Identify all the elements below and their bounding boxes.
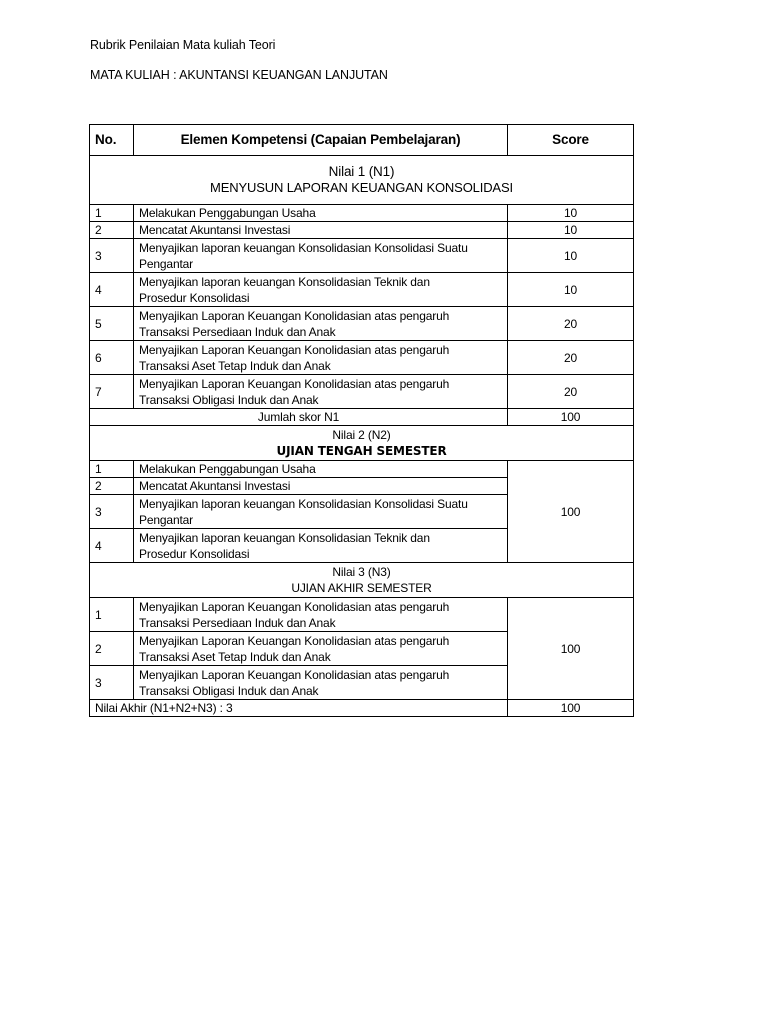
competency-line: Menyajikan laporan keuangan Konsolidasian Konsolidasi Suatu: [139, 496, 468, 511]
row-score: 20: [508, 307, 634, 341]
row-number: 4: [90, 273, 134, 307]
competency-element: [134, 598, 508, 632]
total-label: Jumlah skor N1: [90, 409, 508, 426]
competency-line: Melakukan Penggabungan Usaha: [139, 462, 316, 476]
competency-line: Transaksi Persediaan Induk dan Anak: [139, 615, 336, 630]
competency-element: [134, 666, 508, 700]
competency-line: Pengantar: [139, 256, 194, 271]
table-row: [90, 598, 634, 632]
competency-element: [134, 307, 508, 341]
table-row: [90, 341, 634, 375]
competency-line: Transaksi Obligasi Induk dan Anak: [139, 392, 319, 407]
row-score: 10: [508, 205, 634, 222]
table-row: [90, 222, 634, 239]
section-title: [90, 563, 634, 598]
competency-line: Menyajikan laporan keuangan Konsolidasian Konsolidasi Suatu: [139, 240, 468, 255]
row-score: 10: [508, 239, 634, 273]
final-score-label: Nilai Akhir (N1+N2+N3) : 3: [90, 700, 508, 717]
competency-line: Menyajikan laporan keuangan Konsolidasian Teknik dan: [139, 274, 430, 289]
competency-line: Mencatat Akuntansi Investasi: [139, 479, 291, 493]
section-score: 100: [508, 598, 634, 700]
competency-line: Prosedur Konsolidasi: [139, 290, 250, 305]
row-number: 3: [90, 666, 134, 700]
competency-line: Menyajikan Laporan Keuangan Konolidasian atas pengaruh: [139, 342, 450, 357]
row-number: 1: [90, 461, 134, 478]
competency-line: Menyajikan Laporan Keuangan Konolidasian atas pengaruh: [139, 308, 450, 323]
row-number: 3: [90, 495, 134, 529]
competency-line: Transaksi Obligasi Induk dan Anak: [139, 683, 319, 698]
competency-line: Menyajikan laporan keuangan Konsolidasian Teknik dan: [139, 530, 430, 545]
total-row: [90, 409, 634, 426]
row-number: 2: [90, 478, 134, 495]
row-number: 5: [90, 307, 134, 341]
section-title-label: Nilai 1 (N1): [328, 164, 395, 179]
section-title-label: Nilai 2 (N2): [332, 428, 391, 442]
table-row: [90, 375, 634, 409]
competency-element: [134, 632, 508, 666]
table-row: [90, 307, 634, 341]
section-score: 100: [508, 461, 634, 563]
competency-element: [134, 375, 508, 409]
table-row: [90, 461, 634, 478]
row-number: 1: [90, 205, 134, 222]
total-score: 100: [508, 409, 634, 426]
section-title-name: MENYUSUN LAPORAN KEUANGAN KONSOLIDASI: [210, 180, 513, 195]
competency-element: [134, 239, 508, 273]
row-number: 2: [90, 632, 134, 666]
row-number: 2: [90, 222, 134, 239]
row-score: 10: [508, 222, 634, 239]
row-number: 6: [90, 341, 134, 375]
competency-element: [134, 222, 508, 239]
competency-element: [134, 461, 508, 478]
competency-element: [134, 529, 508, 563]
section-title-row: [90, 426, 634, 461]
competency-element: [134, 273, 508, 307]
column-header-score: Score: [508, 125, 634, 156]
competency-element: [134, 478, 508, 495]
section-title: [90, 156, 634, 205]
section-title-row: [90, 563, 634, 598]
document-title: Rubrik Penilaian Mata kuliah Teori: [90, 38, 276, 52]
row-score: 20: [508, 341, 634, 375]
table-row: [90, 273, 634, 307]
section-title-label: Nilai 3 (N3): [332, 565, 391, 579]
row-score: 20: [508, 375, 634, 409]
column-header-no: No.: [90, 125, 134, 156]
competency-line: Transaksi Aset Tetap Induk dan Anak: [139, 358, 331, 373]
rubric-table: [89, 124, 634, 717]
competency-line: Menyajikan Laporan Keuangan Konolidasian atas pengaruh: [139, 633, 450, 648]
table-row: [90, 205, 634, 222]
table-header-row: [90, 125, 634, 156]
section-title-row: [90, 156, 634, 205]
section-title-name: UJIAN TENGAH SEMESTER: [276, 444, 447, 458]
competency-line: Prosedur Konsolidasi: [139, 546, 250, 561]
section-title: [90, 426, 634, 461]
column-header-element: Elemen Kompetensi (Capaian Pembelajaran): [134, 125, 508, 156]
row-number: 7: [90, 375, 134, 409]
final-score-row: [90, 700, 634, 717]
competency-element: [134, 341, 508, 375]
competency-line: Melakukan Penggabungan Usaha: [139, 206, 316, 220]
competency-line: Mencatat Akuntansi Investasi: [139, 223, 291, 237]
competency-line: Menyajikan Laporan Keuangan Konolidasian atas pengaruh: [139, 599, 450, 614]
final-score-value: 100: [508, 700, 634, 717]
competency-line: Menyajikan Laporan Keuangan Konolidasian atas pengaruh: [139, 376, 450, 391]
competency-element: [134, 205, 508, 222]
competency-line: Transaksi Aset Tetap Induk dan Anak: [139, 649, 331, 664]
competency-element: [134, 495, 508, 529]
row-score: 10: [508, 273, 634, 307]
competency-line: Transaksi Persediaan Induk dan Anak: [139, 324, 336, 339]
row-number: 1: [90, 598, 134, 632]
course-name: MATA KULIAH : AKUNTANSI KEUANGAN LANJUTAN: [90, 68, 388, 82]
competency-line: Menyajikan Laporan Keuangan Konolidasian atas pengaruh: [139, 667, 450, 682]
competency-line: Pengantar: [139, 512, 194, 527]
row-number: 4: [90, 529, 134, 563]
section-title-name: UJIAN AKHIR SEMESTER: [291, 581, 432, 595]
table-row: [90, 239, 634, 273]
row-number: 3: [90, 239, 134, 273]
